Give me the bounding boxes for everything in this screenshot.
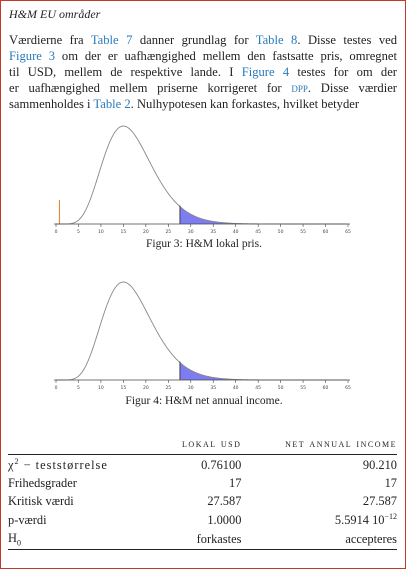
density-curve	[56, 282, 347, 380]
x-tick-label: 60	[322, 230, 329, 235]
x-tick-label: 0	[54, 230, 58, 235]
col-header-net-annual-income: net annual income	[285, 438, 397, 450]
x-tick-label: 50	[277, 386, 284, 391]
table-row	[8, 492, 397, 510]
density-curve	[56, 126, 347, 224]
x-tick-label: 20	[142, 386, 149, 391]
cell-value: 17	[229, 476, 242, 491]
ref-table-2[interactable]: Table 2	[93, 97, 131, 111]
x-tick-label: 65	[345, 386, 351, 391]
ref-table-8[interactable]: Table 8	[255, 33, 298, 47]
x-tick-label: 5	[77, 230, 80, 235]
x-tick-label: 60	[322, 386, 329, 391]
cell-value: 90.210	[362, 457, 397, 472]
cell-value: 0.76100	[201, 457, 242, 472]
table-row	[8, 529, 397, 549]
x-tick-label: 55	[300, 230, 306, 235]
x-tick-label: 55	[300, 386, 306, 391]
x-tick-label: 45	[255, 386, 262, 391]
x-tick-label: 35	[210, 386, 217, 391]
cell-value: 17	[384, 476, 397, 491]
x-tick-label: 40	[232, 386, 239, 391]
row-label: $\chi^2$ − teststørrelse	[8, 457, 108, 473]
rejection-region	[180, 363, 348, 380]
cell-value: forkastes	[196, 531, 242, 546]
table-row	[8, 455, 397, 475]
table-row	[8, 474, 397, 492]
row-label: Kritisk værdi	[8, 494, 74, 509]
running-head: H&M EU områder	[9, 7, 101, 21]
x-tick-label: 25	[165, 230, 172, 235]
x-tick-label: 40	[232, 230, 239, 235]
cell-value: 1.0000	[207, 512, 242, 527]
ref-figure-3[interactable]: Figure 3	[9, 49, 56, 63]
chi-square-chart-net-income	[0, 274, 408, 392]
figure-3-caption: Figur 3: H&M lokal pris.	[146, 238, 262, 250]
chi-square-chart-local-price	[0, 118, 408, 236]
figure-3	[0, 118, 408, 236]
figure-4-caption: Figur 4: H&M net annual income.	[125, 395, 283, 407]
row-label: $H_0$	[8, 531, 21, 548]
x-tick-label: 35	[210, 230, 217, 235]
x-tick-label: 65	[345, 230, 351, 235]
cell-value: 27.587	[207, 494, 242, 509]
x-tick-label: 25	[165, 386, 172, 391]
ref-dpp[interactable]: dpp	[291, 81, 308, 95]
col-header-local-usd: lokal usd	[182, 438, 242, 450]
x-tick-label: 50	[277, 230, 284, 235]
test-results-table	[8, 438, 397, 550]
cell-value: accepteres	[345, 531, 397, 546]
ref-figure-4[interactable]: Figure 4	[241, 65, 290, 79]
ref-table-7[interactable]: Table 7	[90, 33, 133, 47]
row-label: p-værdi	[8, 512, 47, 527]
x-tick-label: 15	[120, 230, 127, 235]
table-row	[8, 510, 397, 529]
x-tick-label: 15	[120, 386, 127, 391]
x-tick-label: 30	[187, 386, 194, 391]
x-tick-label: 45	[255, 230, 262, 235]
x-tick-label: 10	[98, 386, 104, 391]
x-tick-label: 30	[187, 230, 194, 235]
cell-value: 5.5914 $10^{-12}$	[334, 512, 397, 528]
row-label: Frihedsgrader	[8, 476, 77, 491]
x-tick-label: 5	[77, 386, 80, 391]
figure-4	[0, 274, 408, 392]
body-paragraph: Værdierne fra Table 7 danner grundlag for Table 8. Disse testes ved Figure 3 om der er uafhængighed mellem den fastsatte pris, omregnet til USD, mellem de respektive lande. I Figure 4 testes for om der er uafhængighed mellem priserne korrigeret for dpp. Disse værdier sammenholdes i Table 2. Nulhypotesen kan forkastes, hvilket betyder	[9, 33, 398, 111]
x-tick-label: 20	[142, 230, 149, 235]
rejection-region	[180, 207, 348, 224]
x-tick-label: 0	[54, 386, 58, 391]
cell-value: 27.587	[362, 494, 397, 509]
x-tick-label: 10	[98, 230, 104, 235]
